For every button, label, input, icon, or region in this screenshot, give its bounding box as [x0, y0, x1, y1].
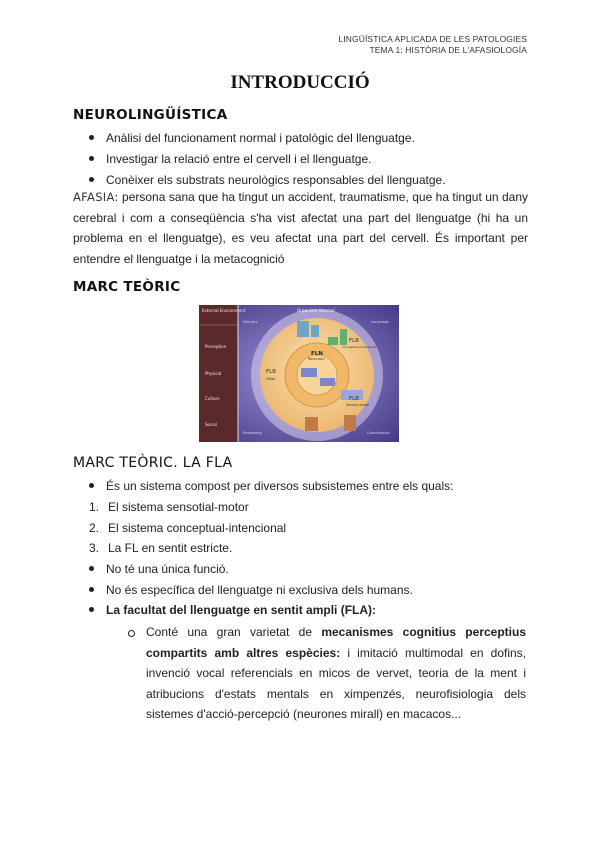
figure-left-item: Social: [205, 422, 217, 427]
figure-corner-label: Coordination: [367, 431, 390, 435]
figure-left-item: Physical: [205, 371, 222, 376]
section-heading-marc-teoric-fla: MARC TEÒRIC. LA FLA: [73, 455, 233, 471]
figure-left-item: Perception: [205, 344, 227, 349]
figure-top-label: Organism internal: [297, 308, 335, 313]
bullet-icon: [89, 483, 94, 488]
figure-left-item: Culture: [205, 396, 220, 401]
figure-corner-label: Memory: [243, 320, 258, 324]
bullet-icon: [89, 587, 94, 592]
bullet-icon: [89, 607, 94, 612]
section-heading-neurolinguistica: NEUROLINGÜÍSTICA: [73, 107, 228, 123]
section-heading-marc-teoric: MARC TEÒRIC: [73, 279, 181, 295]
figure-flb-label: FLB: [349, 338, 360, 344]
list-item: Conèixer els substrats neurològics responsables del llenguatge.: [89, 173, 446, 187]
page-title: INTRODUCCIÓ: [230, 72, 370, 93]
fla-diagram: [199, 305, 399, 442]
numbered-item: 2. El sistema conceptual-intencional: [89, 521, 287, 535]
figure-flb-sub: Conceptual-intentional: [342, 345, 377, 349]
list-item: És un sistema compost per diversos subsistemes entre els quals:: [89, 479, 453, 493]
running-header: [338, 34, 527, 56]
figure-flb-label: FLB: [266, 369, 277, 375]
figure-flb-sub: Other: [266, 377, 276, 381]
list-item: Anàlisi del funcionament normal i patològic del llenguatge.: [89, 131, 415, 145]
afasia-paragraph: [73, 187, 528, 269]
header-topic: TEMA 1: HISTÒRIA DE L'AFASIOLOGÍA: [369, 45, 527, 55]
sub-bullet-text: Conté una gran varietat de mecanismes cognitius perceptius compartits amb altres espècies: i imitació multimodal en dofins, invenció vocal referencials en micos de vervet, teoria de la ment i atribucions d'estats mentals en ximpenzés, neurofisiologia dels sistemes d'acció-percepció (neurones mirall) en macacos...: [146, 625, 527, 721]
figure-fln-label: FLN: [311, 351, 323, 357]
afasia-label: AFASIA:: [73, 190, 119, 204]
bullet-icon: [89, 566, 94, 571]
list-item: No té una única funció.: [89, 562, 229, 576]
numbered-item: 3. La FL en sentit estricte.: [89, 541, 233, 555]
figure-corner-label: Reasoning: [243, 431, 262, 435]
sub-bullet-bold: mecanismes cognitius perceptius compartits amb altres espècies:: [146, 625, 526, 660]
circle-bullet-icon: [128, 630, 135, 637]
bullet-icon: [89, 177, 94, 182]
numbered-item: 1. El sistema sensotial-motor: [89, 500, 249, 514]
header-course: LINGÜÍSTICA APLICADA DE LES PATOLOGIES: [338, 34, 527, 44]
figure-fln-sub: Recursion: [308, 357, 325, 361]
fla-diagram-figure: [199, 305, 399, 442]
list-item: No és específica del llenguatge ni exclusiva dels humans.: [89, 583, 413, 597]
afasia-text: persona sana que ha tingut un accident, traumatisme, que ha tingut un dany cerebral i com a conseqüència s'ha vist afectat una part del llenguatge (hi ha un problema en el llenguatge), es veu afectat una part del cervell. És important per entendre el llenguatge i la metacognició: [73, 190, 528, 266]
list-item: Investigar la relació entre el cervell i el llenguatge.: [89, 152, 371, 166]
figure-flb-sub: Sensory-motor: [346, 403, 370, 407]
figure-left-title: External Environment: [202, 308, 246, 313]
bullet-icon: [89, 156, 94, 161]
list-item: La facultat del llenguatge en sentit ampli (FLA):: [89, 603, 376, 617]
figure-corner-label: Language: [371, 320, 389, 324]
figure-flb-label: FLB: [349, 396, 360, 402]
bullet-icon: [89, 135, 94, 140]
